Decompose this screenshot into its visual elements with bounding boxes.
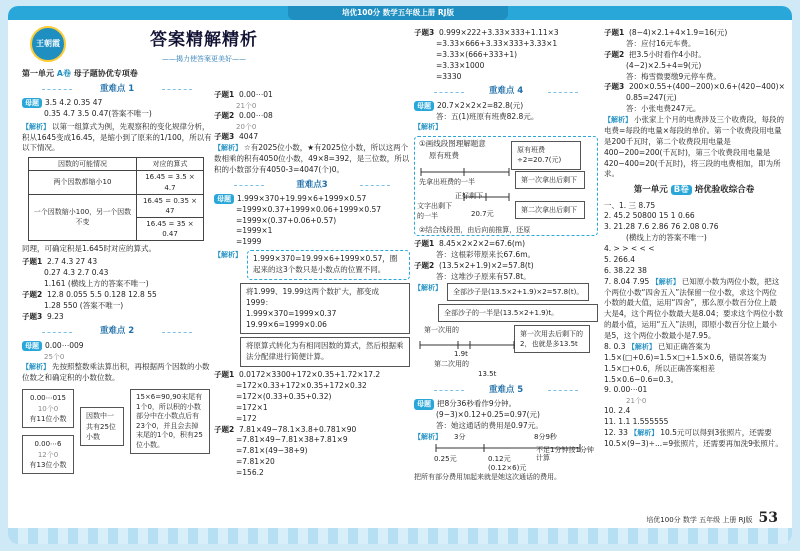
title-banner — [116, 28, 292, 63]
key-point-2: 重难点 2 — [22, 325, 212, 337]
column-1: 第一单元 A卷 母子题协优专项卷 重难点 1 母题 3.5 4.2 0.35 47 0.35 4.7 3.5 0.47(答案不唯一) 【解析】 以第一组算式为例，先观察积的变化规律分析，积从1645变成16.45，是缩小到了原来的1/100，所以有以下情况。 因数的可能情况 对应的算式 两个因数都缩小10 16.45 = 3.5 × 4.7 一个因数缩小100，另一个因数不变 16.45 = 0.35 × 47 16.45 = 35 × 0.47 同理，可确定积是1.645时对应的算式。 子题1 2.7 4.3 27 43 0.27 4.3 2.7 0.43 1.161 (横线上方的答案不唯一) 子题2 12.8 0.055 5.5 0.128 12.8 55 1.28 550 (答案不唯一) 子题3 9.23 重难点 2 母题 0.00⋯009 25个0 【解析】 先按照整数乘法算出积，再根据两个因数的小数位数之和确定积的小数位数。 0.00⋯015 10个0 有11位小数 0.00⋯6 12个0 有13位小数 因数中一共有25位小数 15×6=90,90末尾有1个0，所以积的小数部分中在小数点后有23个0，并且会去掉末尾的1个0，积有25位小数。 — [22, 66, 212, 474]
flow-diagram: 0.00⋯015 10个0 有11位小数 0.00⋯6 12个0 有13位小数 因数中一共有25位小数 15×6=90,90末尾有1个0，所以积的小数部分中在小数点后有23个0，并且会去掉末尾的1个0，积有25位小数。 — [22, 386, 212, 474]
mu-tag: 母题 — [22, 98, 42, 108]
key-point-4: 重难点 4 — [414, 85, 598, 97]
unit-heading: 第一单元 A卷 母子题协优专项卷 — [22, 69, 138, 78]
answer-page — [8, 6, 792, 544]
column-4: 子题1 (8−4)×2.1+4×1.9=16(元) 答：应付16元车费。 子题2 把3.5小时看作4小时。 (4−2)×2.5+4=9(元) 答：梅雪微要缴9元停车费。 子题3 200×0.55+(400−200)×0.6+(420−400)× 0.85=247(元) 答：小张电费247元。 【解析】 小张家上个月的电费涉及三个收费段，每段的电费=每段的电量×每段的单价。第一个收费段用电量是200千瓦时，第二个收费段用电量是400−200=200(千瓦时)，第三个收费段用电量是420−400=20(千瓦时)，将三段的电费相加，即为所求。 第一单元 B卷 培优验收综合卷 一、1. 三 8.75 2. 45.2 50800 15 1 0.66 3. 21.28 7.6 2.86 76 2.08 0.76 (横线上方的答案不唯一) 4. > > < < < 5. 266.4 6. 38.22 38 7. 8.04 7.95 【解析】 已知原小数为两位小数，把这个两位小数“四舍五入”法保留一位小数，求这个两位小数的最大值，运用“四舍”，那么原小数百分位上最大是4，这个两位小数最大是8.04；要求这个两位小数的最小值，运用“五入”法则，即原小数百分位上最小是5，这个两位小数最小是7.95。 8. 0.3 【解析】 已知正确答案为1.5×(□+0.6)=1.5×□+1.5×0.6，错误答案为1.5×□+0.6，所以正确答案相差1.5×0.6−0.6=0.3。 9. 0.00⋯01 21个0 10. 2.4 11. 1.1 1.555555 12. 33 【解析】 10.5元可以得到3张照片，还需要10.5×(9−3)÷...=9张照片，还需要再加洗9张照片。 — [604, 28, 785, 449]
page-title: 答案精解精析 — [150, 30, 258, 50]
phone-fee-diagram: 【解析】 3分 8分9秒 0.25元 0.12元 不足1分钟按1分钟计算 (0.12×6)元 — [414, 433, 594, 473]
sand-diagram: 第一次用的 第一次用去后剩下的2，也就是多13.5t 1.9t 第二次用的 13.5t — [414, 325, 598, 381]
key-point-1: 重难点 1 — [22, 83, 212, 95]
page-footer: 培优100分 数学 五年级 上册 RJ版 53 — [646, 509, 778, 526]
column-2: 子题1 0.00⋯01 21个0 子题2 0.00⋯08 20个0 子题3 4047 【解析】 ☆有2025位小数，★有2025位小数，所以这两个数相乘的积有4050位小数，49×8=392，是三位数，所以积的小数部分有4050-3=4047(个)0。 重难点3 母题 1.999×370+19.99×6+1999×0.57 =1999×0.37+1999×0.06+1999×0.57 =1999×(0.37+0.06+0.57) =1999×1 =1999 【解析】 1.999×370=19.99×6+1999×0.57，圈起来的这3个数只是小数点的位置不同。 将1.999、19.99这两个数扩大，都变成1999： 1.999×370=1999×0.37 19.99×6=1999×0.06 将原算式转化为有相同因数的算式，然后根据乘法分配律进行简便计算。 子题1 0.0172×3300+172×0.35+1.72×17.2 =172×0.33+172×0.35+172×0.32 =172×(0.33+0.35+0.32) =172×1 =172 子题2 7.81×49−78.1×3.8+0.781×90 =7.81×49−7.81×38+7.81×9 =7.81×(49−38+9) =7.81×20 =156.2 — [214, 90, 410, 478]
unit-b-heading: 第一单元 B卷 培优验收综合卷 — [633, 185, 755, 196]
line-segment-diagram: ①画线段图理解题意 原有班费 原有班费÷2=20.7(元) 先拿出班费的一半 第一次拿出后剩下 正好剩下 文字出剩下的一半 20.7元 第二次拿出后剩下 ②结合线段图，由后向前推算，还原 — [414, 136, 598, 236]
page-number: 53 — [758, 509, 778, 526]
bottom-wave-border — [8, 528, 792, 544]
factor-table: 因数的可能情况 对应的算式 两个因数都缩小10 16.45 = 3.5 × 4.7 一个因数缩小100，另一个因数不变 16.45 = 0.35 × 47 16.45 = 35 × 0.47 — [28, 157, 204, 241]
key-point-5: 重难点 5 — [414, 384, 598, 396]
page-subtitle: ——揭力使答案更美好—— — [162, 54, 246, 63]
hint-box-1: 将1.999、19.99这两个数扩大，都变成1999： 1.999×370=1999×0.37 19.99×6=1999×0.06 — [240, 283, 410, 335]
brand-logo: 王朝霞 — [30, 26, 66, 62]
top-bar — [8, 6, 792, 20]
top-tag: 培优100分 数学五年级上册 RJ版 — [288, 6, 508, 20]
key-point-3: 重难点3 — [214, 179, 410, 191]
column-3: 子题3 0.999×222+3.33×333+1.11×3 =3.33×666+3.33×333+3.33×1 =3.33×(666+333+1) =3.33×1000 =3330 重难点 4 母题 20.7×2×2×2=82.8(元) 答：五(1)班原有班费82.8元。 【解析】 ①画线段图理解题意 原有班费 原有班费÷2=20.7(元) 先拿出班费的一半 第一次拿出后剩下 正好剩下 文字出剩下的一半 20.7元 第二次拿出后剩下 ②结合线段图，由后向前推算，还原 子题1 8.45×2×2×2=67.6(m) 答：这根彩带原来长67.6m。 子题2 (13.5×2+1.9)×2=57.8(t) 答：这堆沙子原来有57.8t。 【解析】 全部沙子是(13.5×2+1.9)×2=57.8(t)。 全部沙子的一半是(13.5×2+1.9)t。 第一次用的 第一次用去后剩下的2，也就是多13.5t 1.9t 第二次用的 13.5t 重难点 5 母题 把8分36秒看作9分钟。 (9−3)×0.12+0.25=0.97(元) 答：她这通话的费用是0.97元。 【解析】 3分 8分9秒 0.25元 0.12元 不足1分钟按1分钟计算 (0.12×6)元 把所有部分费用加起来就是她这次通话的费用。 — [414, 28, 598, 482]
explanation-text: 以第一组算式为例，先观察积的变化规律分析，积从1645变成16.45，是缩小到了原来的1/100，所以有以下情况。 — [22, 121, 212, 153]
hint-box-2: 将原算式转化为有相同因数的算式，然后根据乘法分配律进行简便计算。 — [240, 337, 410, 367]
